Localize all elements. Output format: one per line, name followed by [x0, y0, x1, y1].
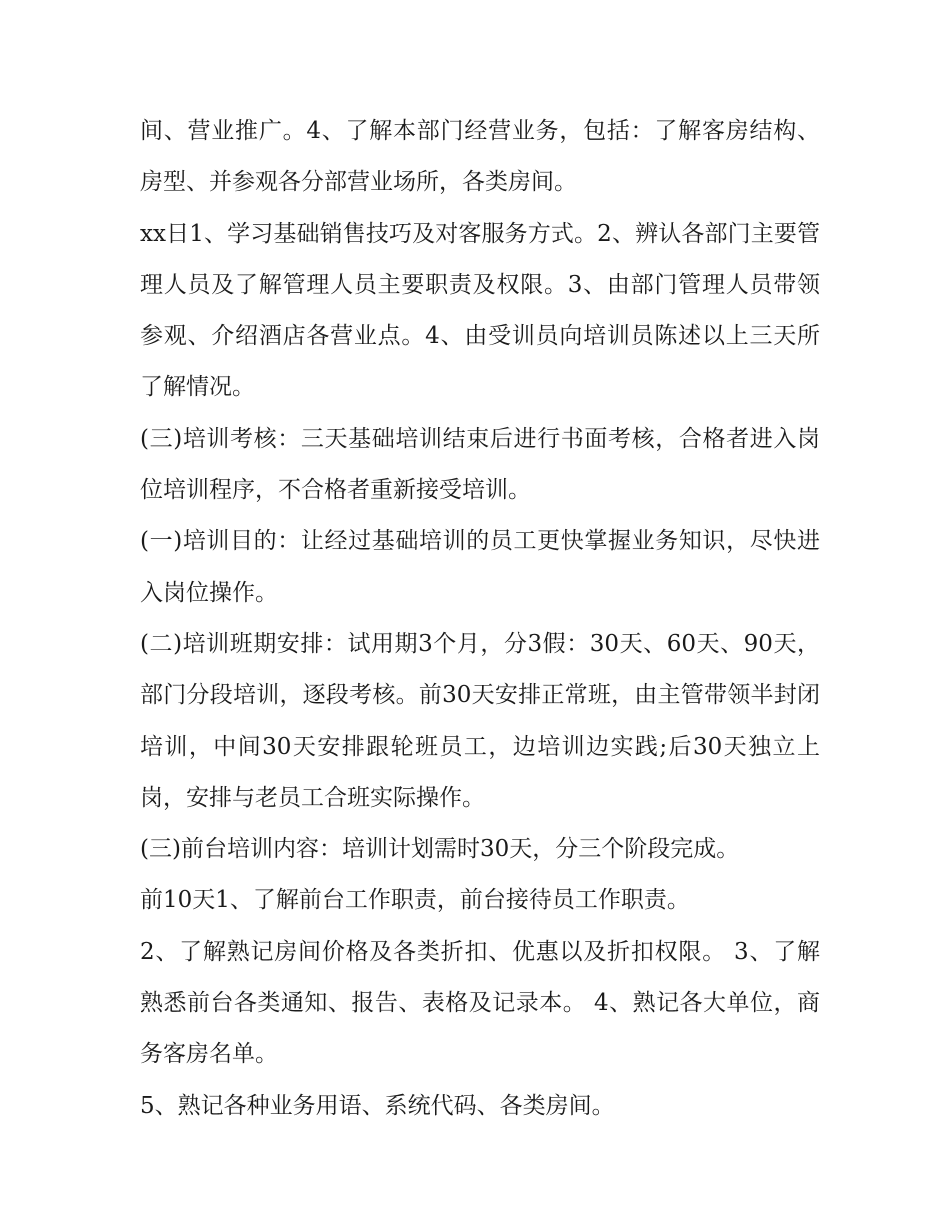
paragraph-training-schedule: (二)培训班期安排：试用期3个月，分3假：30天、60天、90天，部门分段培训，逐段考核。前30天安排正常班，由主管带领半封闭培训，中间30天安排跟轮班员工，边培训边实践;后30天独立上岗，安排与老员工合班实际操作。	[140, 630, 820, 811]
paragraph-room-structure: 间、营业推广。4、了解本部门经营业务，包括：了解客房结构、房型、并参观各分部营业场所，各类房间。	[140, 118, 820, 196]
paragraph-front-desk-content: (三)前台培训内容：培训计划需时30天，分三个阶段完成。	[140, 836, 740, 863]
document-body	[140, 106, 820, 1132]
paragraph-room-prices: 2、了解熟记房间价格及各类折扣、优惠以及折扣权限。 3、了解熟悉前台各类通知、报告、表格及记录本。 4、熟记各大单位，商务客房名单。	[140, 938, 820, 1068]
paragraph-day-xx-training: xx日1、学习基础销售技巧及对客服务方式。2、辨认各部门主要管理人员及了解管理人员主要职责及权限。3、由部门管理人员带领参观、介绍酒店各营业点。4、由受训员向培训员陈述以上三天所了解情况。	[140, 220, 820, 401]
paragraph-training-purpose: (一)培训目的：让经过基础培训的员工更快掌握业务知识，尽快进入岗位操作。	[140, 528, 820, 606]
paragraph-business-terms: 5、熟记各种业务用语、系统代码、各类房间。	[140, 1092, 615, 1119]
paragraph-first-10-days: 前10天1、了解前台工作职责，前台接待员工作职责。	[140, 887, 690, 914]
paragraph-training-assessment: (三)培训考核：三天基础培训结束后进行书面考核，合格者进入岗位培训程序，不合格者重新接受培训。	[140, 425, 820, 504]
